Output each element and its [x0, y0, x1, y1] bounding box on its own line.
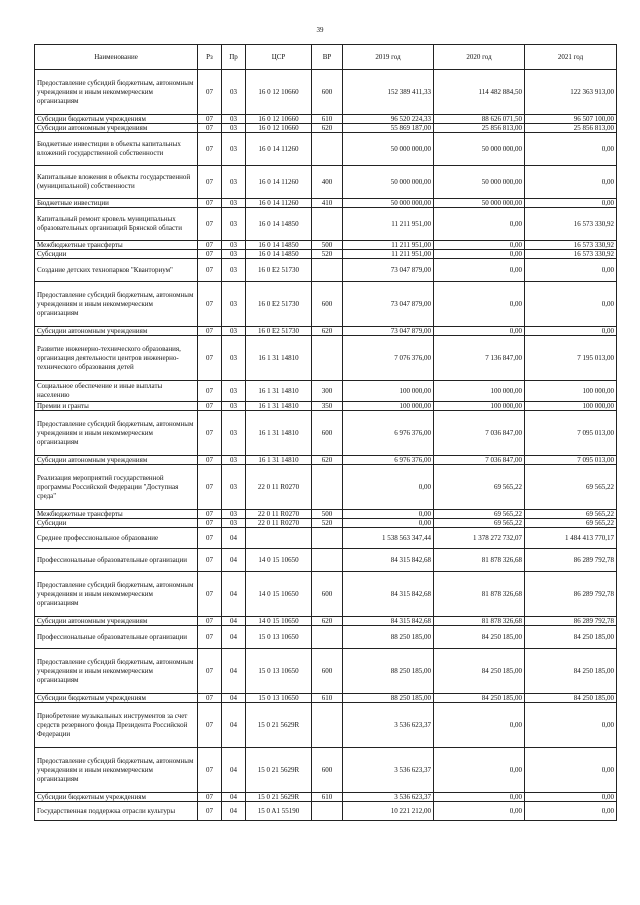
row-rz: 07: [198, 510, 222, 519]
row-pr: 04: [222, 694, 246, 703]
row-amount-2019: 88 250 185,00: [343, 694, 434, 703]
row-vr: 600: [312, 748, 343, 793]
row-vr: 300: [312, 381, 343, 402]
table-row: [35, 626, 617, 649]
row-rz: 07: [198, 166, 222, 199]
row-amount-2020: 0,00: [434, 793, 525, 802]
row-amount-2019: 0,00: [343, 465, 434, 510]
row-pr: 04: [222, 748, 246, 793]
row-csr: 15 0 21 5629R: [246, 748, 312, 793]
row-vr: 620: [312, 456, 343, 465]
row-vr: [312, 626, 343, 649]
row-name: Профессиональные образовательные организации: [35, 626, 198, 649]
row-name: Предоставление субсидий бюджетным, автономным учреждениям и иным некоммерческим организациям: [35, 411, 198, 456]
table-row: [35, 649, 617, 694]
header-rz: Рз: [198, 45, 222, 70]
row-vr: 620: [312, 124, 343, 133]
row-csr: 16 1 31 14810: [246, 411, 312, 456]
row-amount-2020: 69 565,22: [434, 510, 525, 519]
row-csr: 22 0 11 R0270: [246, 519, 312, 528]
row-amount-2019: 73 047 879,00: [343, 327, 434, 336]
row-csr: 15 0 A1 55190: [246, 802, 312, 821]
header-vr: ВР: [312, 45, 343, 70]
row-pr: 04: [222, 549, 246, 572]
row-csr: 22 0 11 R0270: [246, 465, 312, 510]
row-pr: 03: [222, 510, 246, 519]
header-2020: 2020 год: [434, 45, 525, 70]
row-vr: [312, 259, 343, 282]
row-rz: 07: [198, 411, 222, 456]
row-amount-2020: 100 000,00: [434, 402, 525, 411]
row-amount-2019: 100 000,00: [343, 381, 434, 402]
row-amount-2019: 50 000 000,00: [343, 166, 434, 199]
row-vr: [312, 465, 343, 510]
row-csr: 15 0 21 5629R: [246, 703, 312, 748]
table-header-row: [35, 45, 617, 70]
row-rz: 07: [198, 402, 222, 411]
page-number: 39: [316, 26, 324, 34]
row-amount-2021: 69 565,22: [525, 519, 617, 528]
row-csr: 16 1 31 14810: [246, 381, 312, 402]
row-vr: 600: [312, 70, 343, 115]
row-name: Предоставление субсидий бюджетным, автономным учреждениям и иным некоммерческим организациям: [35, 282, 198, 327]
row-pr: 04: [222, 703, 246, 748]
row-amount-2021: 16 573 330,92: [525, 208, 617, 241]
row-rz: 07: [198, 802, 222, 821]
row-vr: 520: [312, 250, 343, 259]
row-amount-2020: 81 878 326,68: [434, 572, 525, 617]
row-vr: [312, 802, 343, 821]
table-row: [35, 259, 617, 282]
row-amount-2021: 0,00: [525, 793, 617, 802]
row-vr: 350: [312, 402, 343, 411]
row-csr: 16 0 14 14850: [246, 250, 312, 259]
row-amount-2020: 0,00: [434, 802, 525, 821]
table-row: [35, 124, 617, 133]
row-amount-2021: 0,00: [525, 703, 617, 748]
row-name: Капитальный ремонт кровель муниципальных образовательных организаций Брянской области: [35, 208, 198, 241]
table-row: [35, 617, 617, 626]
row-amount-2019: 7 076 376,00: [343, 336, 434, 381]
row-csr: 16 0 14 11260: [246, 199, 312, 208]
row-amount-2019: 55 869 187,00: [343, 124, 434, 133]
row-amount-2020: 7 036 847,00: [434, 411, 525, 456]
row-amount-2020: 7 136 847,00: [434, 336, 525, 381]
row-vr: 520: [312, 519, 343, 528]
row-name: Субсидии автономным учреждениям: [35, 456, 198, 465]
table-row: [35, 456, 617, 465]
row-csr: 14 0 15 10650: [246, 572, 312, 617]
row-amount-2019: 88 250 185,00: [343, 649, 434, 694]
row-rz: 07: [198, 336, 222, 381]
row-pr: 03: [222, 327, 246, 336]
row-amount-2019: 73 047 879,00: [343, 259, 434, 282]
row-amount-2019: 11 211 951,00: [343, 241, 434, 250]
row-amount-2021: 86 289 792,78: [525, 549, 617, 572]
row-amount-2020: 50 000 000,00: [434, 199, 525, 208]
row-amount-2020: 50 000 000,00: [434, 133, 525, 166]
row-rz: 07: [198, 259, 222, 282]
table-row: [35, 510, 617, 519]
table-row: [35, 694, 617, 703]
row-csr: 16 0 14 14850: [246, 241, 312, 250]
row-name: Субсидии: [35, 519, 198, 528]
row-amount-2019: 3 536 623,37: [343, 748, 434, 793]
row-pr: 04: [222, 617, 246, 626]
row-amount-2020: 84 250 185,00: [434, 694, 525, 703]
header-name: Наименование: [35, 45, 198, 70]
row-name: Среднее профессиональное образование: [35, 528, 198, 549]
row-vr: 610: [312, 115, 343, 124]
row-amount-2020: 0,00: [434, 703, 525, 748]
row-name: Субсидии бюджетным учреждениям: [35, 115, 198, 124]
row-amount-2020: 100 000,00: [434, 381, 525, 402]
row-amount-2021: 0,00: [525, 166, 617, 199]
row-amount-2021: 69 565,22: [525, 510, 617, 519]
row-pr: 04: [222, 649, 246, 694]
table-row: [35, 802, 617, 821]
row-amount-2021: 100 000,00: [525, 402, 617, 411]
row-amount-2021: 7 195 013,00: [525, 336, 617, 381]
row-amount-2019: 50 000 000,00: [343, 133, 434, 166]
table-row: [35, 250, 617, 259]
row-vr: 610: [312, 793, 343, 802]
row-vr: 600: [312, 649, 343, 694]
row-amount-2019: 96 520 224,33: [343, 115, 434, 124]
row-pr: 03: [222, 381, 246, 402]
table-row: [35, 402, 617, 411]
row-vr: 500: [312, 510, 343, 519]
row-rz: 07: [198, 703, 222, 748]
row-name: Межбюджетные трансферты: [35, 510, 198, 519]
row-rz: 07: [198, 250, 222, 259]
row-name: Профессиональные образовательные организации: [35, 549, 198, 572]
row-vr: [312, 133, 343, 166]
row-pr: 04: [222, 626, 246, 649]
row-amount-2021: 84 250 185,00: [525, 694, 617, 703]
row-amount-2021: 69 565,22: [525, 465, 617, 510]
row-vr: [312, 336, 343, 381]
row-name: Субсидии автономным учреждениям: [35, 617, 198, 626]
row-name: Приобретение музыкальных инструментов за счет средств резервного фонда Президента Российской Федерации: [35, 703, 198, 748]
table-row: [35, 549, 617, 572]
row-amount-2020: 88 626 071,50: [434, 115, 525, 124]
row-rz: 07: [198, 617, 222, 626]
table-row: [35, 528, 617, 549]
row-amount-2020: 0,00: [434, 208, 525, 241]
row-pr: 03: [222, 402, 246, 411]
row-csr: 14 0 15 10650: [246, 549, 312, 572]
row-name: Создание детских технопарков "Кванториум": [35, 259, 198, 282]
row-vr: 610: [312, 694, 343, 703]
row-vr: 600: [312, 282, 343, 327]
row-amount-2021: 0,00: [525, 802, 617, 821]
row-rz: 07: [198, 133, 222, 166]
row-csr: 15 0 13 10650: [246, 626, 312, 649]
table-row: [35, 336, 617, 381]
row-rz: 07: [198, 465, 222, 510]
row-amount-2019: 3 536 623,37: [343, 793, 434, 802]
row-csr: 16 0 12 10660: [246, 115, 312, 124]
row-amount-2021: 0,00: [525, 327, 617, 336]
row-csr: 15 0 13 10650: [246, 649, 312, 694]
row-name: Субсидии бюджетным учреждениям: [35, 793, 198, 802]
row-vr: [312, 528, 343, 549]
row-vr: 400: [312, 166, 343, 199]
row-rz: 07: [198, 748, 222, 793]
header-2019: 2019 год: [343, 45, 434, 70]
row-amount-2019: 10 221 212,00: [343, 802, 434, 821]
row-name: Капитальные вложения в объекты государственной (муниципальной) собственности: [35, 166, 198, 199]
row-amount-2021: 86 289 792,78: [525, 617, 617, 626]
row-name: Предоставление субсидий бюджетным, автономным учреждениям и иным некоммерческим организациям: [35, 572, 198, 617]
row-name: Предоставление субсидий бюджетным, автономным учреждениям и иным некоммерческим организациям: [35, 70, 198, 115]
row-pr: 03: [222, 519, 246, 528]
table-row: [35, 133, 617, 166]
row-amount-2021: 84 250 185,00: [525, 626, 617, 649]
row-csr: 16 0 E2 51730: [246, 327, 312, 336]
table-row: [35, 166, 617, 199]
row-amount-2020: 69 565,22: [434, 465, 525, 510]
table-row: [35, 282, 617, 327]
row-amount-2019: 88 250 185,00: [343, 626, 434, 649]
row-amount-2020: 0,00: [434, 327, 525, 336]
row-amount-2019: 50 000 000,00: [343, 199, 434, 208]
row-pr: 03: [222, 241, 246, 250]
row-amount-2019: 3 536 623,37: [343, 703, 434, 748]
table-row: [35, 199, 617, 208]
table-row: [35, 793, 617, 802]
row-amount-2020: 0,00: [434, 259, 525, 282]
row-pr: 03: [222, 411, 246, 456]
row-name: Развитие инженерно-технического образования, организация деятельности центров инженерно-технического образования детей: [35, 336, 198, 381]
table-body: [35, 70, 617, 821]
row-csr: 16 0 14 11260: [246, 133, 312, 166]
row-amount-2021: 0,00: [525, 282, 617, 327]
row-vr: 410: [312, 199, 343, 208]
row-csr: 16 1 31 14810: [246, 336, 312, 381]
row-pr: 03: [222, 259, 246, 282]
table-row: [35, 748, 617, 793]
row-amount-2020: 81 878 326,68: [434, 549, 525, 572]
row-amount-2019: 6 976 376,00: [343, 411, 434, 456]
row-amount-2021: 25 856 813,00: [525, 124, 617, 133]
row-pr: 03: [222, 70, 246, 115]
row-rz: 07: [198, 282, 222, 327]
table-row: [35, 519, 617, 528]
row-pr: 03: [222, 465, 246, 510]
row-name: Государственная поддержка отрасли культуры: [35, 802, 198, 821]
row-amount-2021: 84 250 185,00: [525, 649, 617, 694]
table-row: [35, 70, 617, 115]
row-name: Бюджетные инвестиции в объекты капитальных вложений государственной собственности: [35, 133, 198, 166]
row-pr: 03: [222, 250, 246, 259]
row-rz: 07: [198, 519, 222, 528]
row-name: Предоставление субсидий бюджетным, автономным учреждениям и иным некоммерческим организациям: [35, 748, 198, 793]
table-row: [35, 572, 617, 617]
row-csr: 16 0 12 10660: [246, 124, 312, 133]
row-rz: 07: [198, 70, 222, 115]
row-pr: 04: [222, 802, 246, 821]
row-pr: 04: [222, 528, 246, 549]
row-rz: 07: [198, 327, 222, 336]
row-name: Социальное обеспечение и иные выплаты населению: [35, 381, 198, 402]
row-amount-2021: 16 573 330,92: [525, 250, 617, 259]
row-vr: [312, 703, 343, 748]
row-csr: 16 1 31 14810: [246, 456, 312, 465]
table-row: [35, 381, 617, 402]
row-vr: [312, 549, 343, 572]
row-pr: 03: [222, 336, 246, 381]
row-amount-2020: 25 856 813,00: [434, 124, 525, 133]
row-amount-2019: 84 315 842,68: [343, 549, 434, 572]
row-pr: 03: [222, 133, 246, 166]
row-rz: 07: [198, 528, 222, 549]
row-amount-2021: 0,00: [525, 748, 617, 793]
row-vr: 600: [312, 572, 343, 617]
table-row: [35, 411, 617, 456]
row-vr: [312, 208, 343, 241]
row-csr: 15 0 21 5629R: [246, 793, 312, 802]
row-amount-2021: 96 507 100,00: [525, 115, 617, 124]
row-rz: 07: [198, 456, 222, 465]
row-name: Субсидии автономным учреждениям: [35, 327, 198, 336]
row-name: Субсидии автономным учреждениям: [35, 124, 198, 133]
row-amount-2020: 69 565,22: [434, 519, 525, 528]
row-csr: 16 0 14 11260: [246, 166, 312, 199]
row-amount-2021: 86 289 792,78: [525, 572, 617, 617]
table-row: [35, 208, 617, 241]
row-amount-2020: 114 482 884,50: [434, 70, 525, 115]
row-amount-2021: 100 000,00: [525, 381, 617, 402]
row-pr: 03: [222, 208, 246, 241]
table-row: [35, 327, 617, 336]
row-amount-2021: 7 095 013,00: [525, 456, 617, 465]
row-rz: 07: [198, 694, 222, 703]
row-amount-2021: 1 484 413 770,17: [525, 528, 617, 549]
row-rz: 07: [198, 241, 222, 250]
row-pr: 03: [222, 199, 246, 208]
row-csr: 22 0 11 R0270: [246, 510, 312, 519]
row-rz: 07: [198, 208, 222, 241]
row-amount-2019: 84 315 842,68: [343, 617, 434, 626]
row-name: Премии и гранты: [35, 402, 198, 411]
row-amount-2019: 100 000,00: [343, 402, 434, 411]
row-amount-2021: 0,00: [525, 133, 617, 166]
row-vr: 600: [312, 411, 343, 456]
row-rz: 07: [198, 572, 222, 617]
header-csr: ЦСР: [246, 45, 312, 70]
row-amount-2020: 0,00: [434, 282, 525, 327]
row-rz: 07: [198, 649, 222, 694]
row-pr: 03: [222, 282, 246, 327]
row-amount-2021: 7 095 013,00: [525, 411, 617, 456]
row-amount-2020: 0,00: [434, 250, 525, 259]
row-amount-2020: 0,00: [434, 748, 525, 793]
table-row: [35, 465, 617, 510]
row-rz: 07: [198, 626, 222, 649]
row-csr: 16 0 14 14850: [246, 208, 312, 241]
row-csr: 14 0 15 10650: [246, 617, 312, 626]
row-name: Бюджетные инвестиции: [35, 199, 198, 208]
row-amount-2019: 6 976 376,00: [343, 456, 434, 465]
row-pr: 03: [222, 115, 246, 124]
row-amount-2019: 73 047 879,00: [343, 282, 434, 327]
row-csr: 16 0 E2 51730: [246, 282, 312, 327]
table-row: [35, 241, 617, 250]
row-csr: [246, 528, 312, 549]
row-amount-2021: 16 573 330,92: [525, 241, 617, 250]
row-rz: 07: [198, 115, 222, 124]
row-rz: 07: [198, 199, 222, 208]
row-rz: 07: [198, 381, 222, 402]
row-amount-2020: 7 036 847,00: [434, 456, 525, 465]
row-vr: 620: [312, 327, 343, 336]
row-amount-2020: 0,00: [434, 241, 525, 250]
row-pr: 04: [222, 793, 246, 802]
row-amount-2021: 122 363 913,00: [525, 70, 617, 115]
row-csr: 16 0 E2 51730: [246, 259, 312, 282]
table-row: [35, 115, 617, 124]
row-rz: 07: [198, 549, 222, 572]
row-name: Субсидии бюджетным учреждениям: [35, 694, 198, 703]
row-amount-2020: 1 378 272 732,07: [434, 528, 525, 549]
row-amount-2020: 84 250 185,00: [434, 626, 525, 649]
row-csr: 16 0 12 10660: [246, 70, 312, 115]
table-row: [35, 703, 617, 748]
row-amount-2019: 11 211 951,00: [343, 208, 434, 241]
row-amount-2019: 84 315 842,68: [343, 572, 434, 617]
row-pr: 03: [222, 166, 246, 199]
row-pr: 03: [222, 456, 246, 465]
row-vr: 500: [312, 241, 343, 250]
row-amount-2020: 50 000 000,00: [434, 166, 525, 199]
row-vr: 620: [312, 617, 343, 626]
row-csr: 15 0 13 10650: [246, 694, 312, 703]
row-name: Межбюджетные трансферты: [35, 241, 198, 250]
row-amount-2021: 0,00: [525, 259, 617, 282]
row-rz: 07: [198, 793, 222, 802]
row-amount-2019: 11 211 951,00: [343, 250, 434, 259]
header-2021: 2021 год: [525, 45, 617, 70]
row-amount-2019: 152 389 411,33: [343, 70, 434, 115]
row-amount-2020: 84 250 185,00: [434, 649, 525, 694]
row-amount-2019: 0,00: [343, 519, 434, 528]
row-csr: 16 1 31 14810: [246, 402, 312, 411]
row-amount-2019: 0,00: [343, 510, 434, 519]
budget-table: [34, 44, 617, 821]
row-pr: 04: [222, 572, 246, 617]
row-amount-2020: 81 878 326,68: [434, 617, 525, 626]
row-name: Предоставление субсидий бюджетным, автономным учреждениям и иным некоммерческим организациям: [35, 649, 198, 694]
row-name: Субсидии: [35, 250, 198, 259]
header-pr: Пр: [222, 45, 246, 70]
row-amount-2019: 1 538 563 347,44: [343, 528, 434, 549]
row-pr: 03: [222, 124, 246, 133]
row-amount-2021: 0,00: [525, 199, 617, 208]
row-rz: 07: [198, 124, 222, 133]
row-name: Реализация мероприятий государственной программы Российской Федерации "Доступная среда": [35, 465, 198, 510]
